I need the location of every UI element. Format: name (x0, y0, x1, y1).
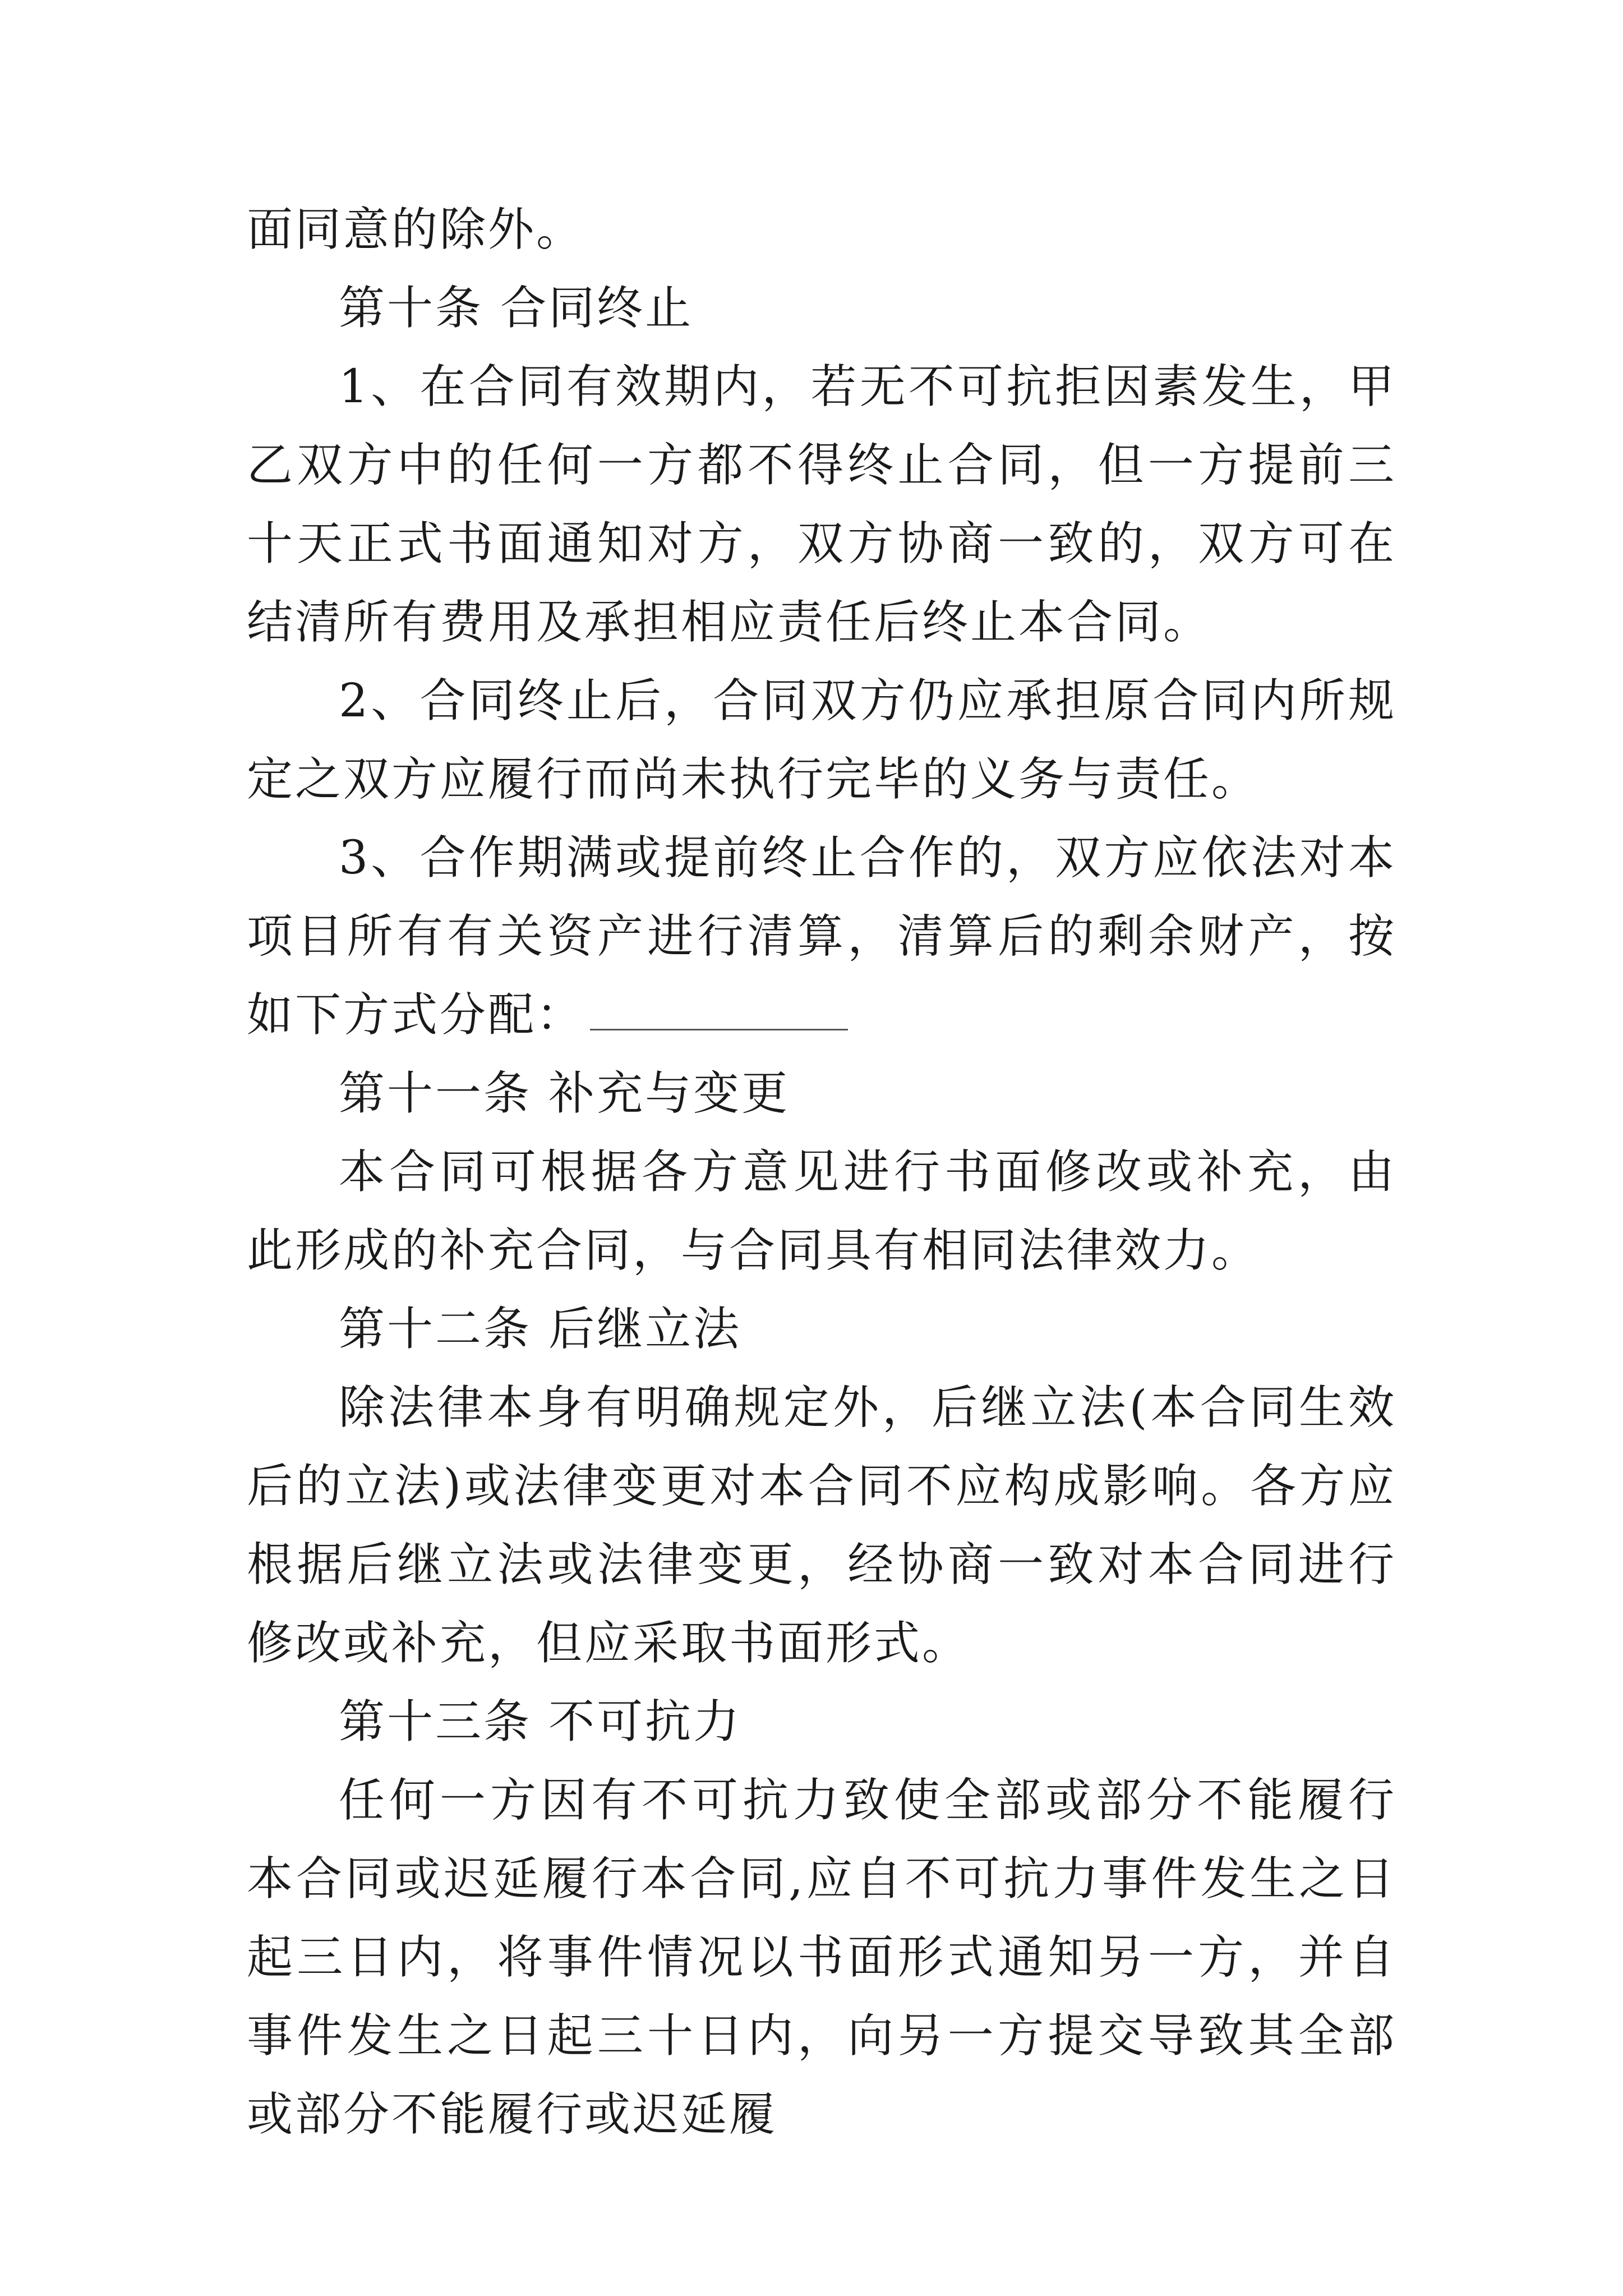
article-12-heading: 第十二条 后继立法 (339, 1303, 742, 1356)
article-13-heading: 第十三条 不可抗力 (339, 1695, 742, 1749)
article-10-heading: 第十条 合同终止 (339, 282, 694, 335)
article-11-heading: 第十一条 补充与变更 (339, 1067, 790, 1120)
article-13-body: 任何一方因有不可抗力致使全部或部分不能履行本合同或迟延履行本合同,应自不可抗力事件发生之日起三日内，将事件情况以书面形式通知另一方，并自事件发生之日起三十日内，向另一方提交导致其全部或部分不能履行或迟延履 (247, 1774, 1396, 2141)
fill-in-blank (590, 994, 848, 1030)
document-body (247, 191, 1396, 2154)
article-10-clause-3-text: 3、合作期满或提前终止合作的，双方应依法对本项目所有有关资产进行清算，清算后的剩余财产，按如下方式分配： (247, 831, 1396, 1042)
article-12-body: 除法律本身有明确规定外，后继立法(本合同生效后的立法)或法律变更对本合同不应构成影响。各方应根据后继立法或法律变更，经协商一致对本合同进行修改或补充，但应采取书面形式。 (247, 1381, 1396, 1670)
paragraph-continuation: 面同意的除外。 (247, 203, 585, 256)
article-10-clause-3 (247, 819, 1396, 1055)
article-10-clause-1: 1、在合同有效期内，若无不可抗拒因素发生，甲乙双方中的任何一方都不得终止合同，但一方提前三十天正式书面通知对方，双方协商一致的，双方可在结清所有费用及承担相应责任后终止本合同。 (247, 360, 1396, 649)
article-11-body: 本合同可根据各方意见进行书面修改或补充，由此形成的补充合同，与合同具有相同法律效力。 (247, 1145, 1396, 1277)
article-10-clause-2: 2、合同终止后，合同双方仍应承担原合同内所规定之双方应履行而尚未执行完毕的义务与责任。 (247, 674, 1396, 806)
